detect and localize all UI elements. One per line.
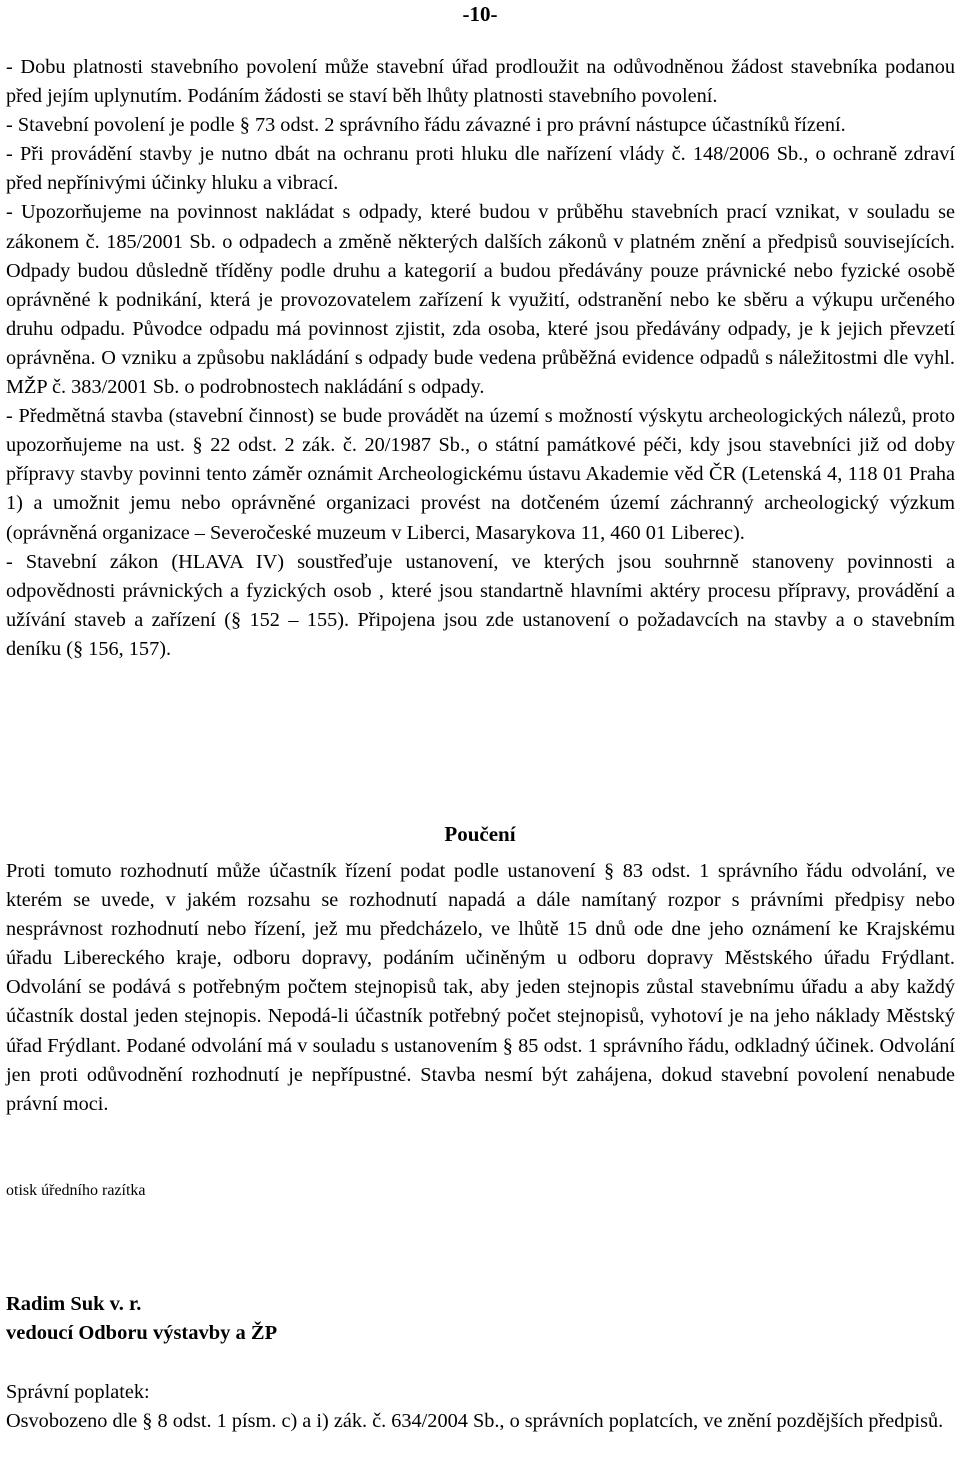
paragraph-waste: - Upozorňujeme na povinnost nakládat s odpady, které budou v průběhu stavebních prací vznikat, v souladu se zákonem č. 185/2001 Sb. o odpadech a změně některých dalších zákonů v platném znění a předpisů souvisejících. Odpady budou důsledně tříděny podle druhu a kategorií a budou předávány pouze právnické nebo fyzické osobě oprávněné k podnikání, která je provozovatelem zařízení k využití, odstranění nebo ke sběru a výkupu určeného druhu odpadu. Původce odpadu má povinnost zjistit, zda osoba, které jsou předávány odpady, je k jejich převzetí oprávněna. O vzniku a způsobu nakládání s odpady bude vedena průběžná evidence odpadů s náležitostmi dle vyhl. MŽP č. 383/2001 Sb. o podrobnostech nakládání s odpady.	[6, 201, 955, 399]
conditions-section	[6, 53, 955, 664]
paragraph-archeology: - Předmětná stavba (stavební činnost) se bude provádět na území s možností výskytu archeologických nálezů, proto upozorňujeme na ust. § 22 odst. 2 zák. č. 20/1987 Sb., o státní památkové péči, kdy jsou stavebníci již od doby přípravy stavby povinni tento záměr oznámit Archeologickému ústavu Akademie věd ČR (Letenská 4, 118 01 Praha 1) a umožnit jemu nebo oprávněné organizaci provést na dotčeném území záchranný archeologický výzkum (oprávněná organizace – Severočeské muzeum v Liberci, Masarykova 11, 460 01 Liberec).	[6, 405, 955, 544]
paragraph-validity: - Dobu platnosti stavebního povolení může stavební úřad prodloužit na odůvodněnou žádost stavebníka podanou před jejím uplynutím. Podáním žádosti se staví běh lhůty platnosti stavebního povolení.	[6, 56, 955, 108]
pouceni-text: Proti tomuto rozhodnutí může účastník řízení podat podle ustanovení § 83 odst. 1 správního řádu odvolání, ve kterém se uvede, v jakém rozsahu se rozhodnutí napadá a dále namítaný rozpor s právními předpisy nebo nesprávnost rozhodnutí nebo řízení, jež mu předcházelo, ve lhůtě 15 dnů ode dne jeho oznámení ke Krajskému úřadu Libereckého kraje, odboru dopravy, podáním učiněným u odboru dopravy Městského úřadu Frýdlant. Odvolání se podává s potřebným počtem stejnopisů tak, aby jeden stejnopis zůstal stavebnímu úřadu a aby každý účastník dostal jeden stejnopis. Nepodá-li účastník potřebný počet stejnopisů, vyhotoví je na jeho náklady Městský úřad Frýdlant. Podané odvolání má v souladu s ustanovením § 85 odst. 1 správního řádu, odkladný účinek. Odvolání jen proti odůvodnění rozhodnutí je nepřípustné. Stavba nesmí být zahájena, dokud stavební povolení nenabude právní moci.	[6, 860, 955, 1115]
fee-section	[6, 1378, 955, 1436]
signature-name: Radim Suk v. r.	[6, 1293, 142, 1315]
stamp-note: otisk úředního razítka	[6, 1182, 146, 1199]
paragraph-building-act: - Stavební zákon (HLAVA IV) soustřeďuje ustanovení, ve kterých jsou souhrnně stanoveny povinnosti a odpovědnosti právnických a fyzických osob , které jsou standartně hlavními aktéry procesu přípravy, provádění a užívání staveb a zařízení (§ 152 – 155). Připojena jsou zde ustanovení o požadavcích na stavby a o stavebním deníku (§ 156, 157).	[6, 550, 955, 660]
page-number: -10-	[462, 2, 498, 26]
fee-label: Správní poplatek:	[6, 1381, 150, 1403]
signature-block	[6, 1290, 277, 1348]
paragraph-noise: - Při provádění stavby je nutno dbát na ochranu proti hluku dle nařízení vlády č. 148/2006 Sb., o ochraně zdraví před nepřínivými účinky hluku a vibrací.	[6, 143, 955, 195]
paragraph-binding: - Stavební povolení je podle § 73 odst. 2 správního řádu závazné i pro právní nástupce účastníků řízení.	[6, 114, 846, 137]
pouceni-section	[6, 857, 955, 1119]
pouceni-heading: Poučení	[444, 822, 516, 846]
fee-text: Osvobozeno dle § 8 odst. 1 písm. c) a i) zák. č. 634/2004 Sb., o správních poplatcích, ve znění pozdějších předpisů.	[6, 1410, 944, 1432]
signature-title: vedoucí Odboru výstavby a ŽP	[6, 1322, 278, 1344]
